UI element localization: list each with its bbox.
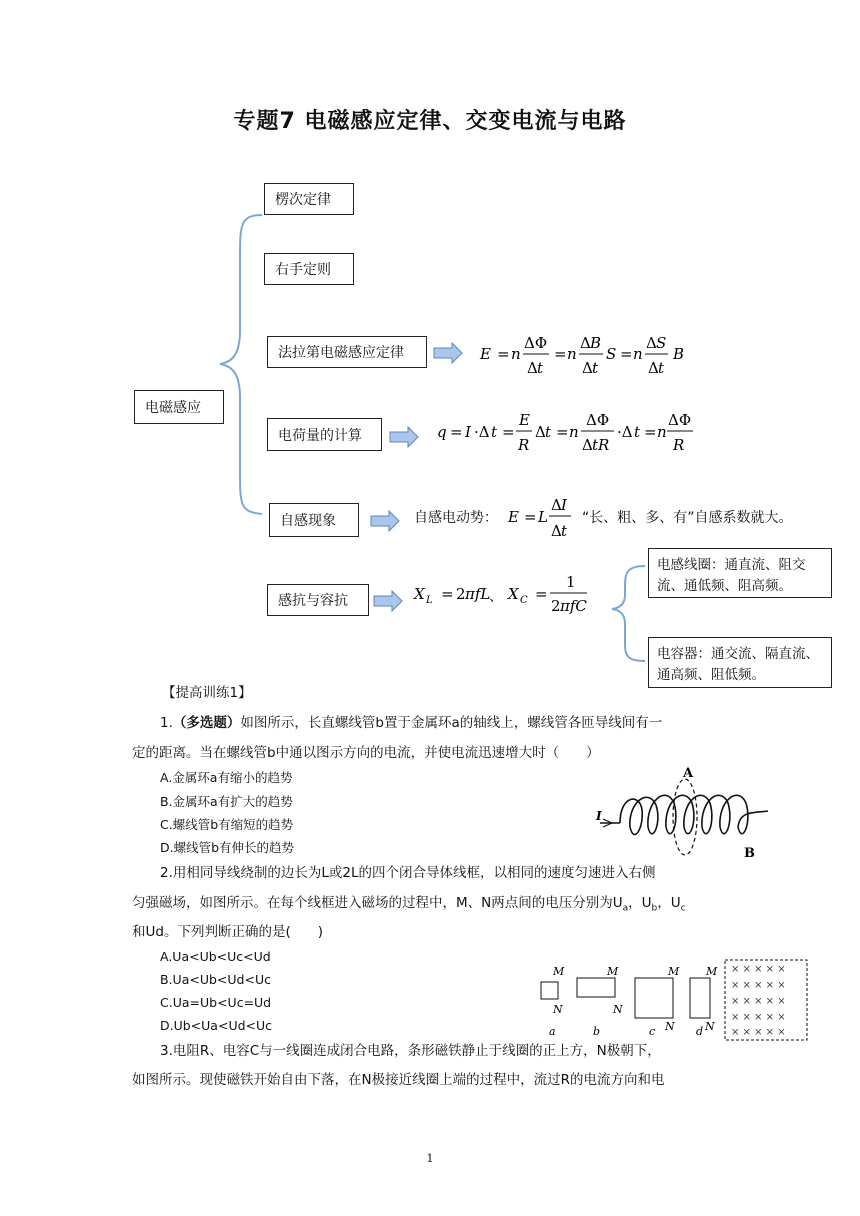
q2-line3-text: 和U: [132, 924, 156, 940]
branch-right-hand-rule: 右手定则: [264, 253, 354, 285]
svg-text:n: n: [569, 423, 579, 441]
svg-text:Δ: Δ: [648, 359, 659, 377]
q2-option-b: B.Ua<Ub<Ud<Uc: [160, 972, 271, 987]
svg-text:Δ: Δ: [535, 423, 546, 441]
svg-text:R: R: [673, 436, 685, 454]
svg-text:·Δ: ·Δ: [474, 423, 490, 441]
svg-text:Δ: Δ: [551, 496, 562, 514]
svg-text:Δ: Δ: [646, 334, 657, 352]
svg-text:t: t: [537, 359, 544, 377]
q2-line2: 匀强磁场，如图所示。在每个线框进入磁场的过程中，M、N两点间的电压分别为$U_a$，$U_b$，$U_c$: [132, 895, 686, 914]
mindmap-brace: [220, 215, 262, 514]
svg-text:N: N: [705, 1020, 715, 1033]
q1-option-a: A.金属环a有缩小的趋势: [160, 770, 293, 785]
charge-formula: [437, 411, 693, 454]
svg-text:=: =: [497, 345, 510, 363]
svg-text:E: E: [508, 508, 519, 526]
branch-faraday-law: 法拉第电磁感应定律: [267, 336, 427, 368]
svg-text:M: M: [553, 965, 565, 978]
svg-text:a: a: [549, 1025, 556, 1038]
svg-text:ΔΦ: ΔΦ: [668, 411, 692, 429]
svg-text:N: N: [665, 1020, 675, 1033]
svg-text:X: X: [508, 585, 519, 603]
svg-text:=: =: [556, 423, 569, 441]
q2-line3: [132, 920, 323, 940]
svg-text:M: M: [706, 965, 718, 978]
svg-text:πfL: πfL: [465, 585, 491, 603]
svg-text:tR: tR: [592, 436, 610, 454]
page-title: 专题7 电磁感应定律、交变电流与电路: [233, 109, 627, 134]
svg-text:=: =: [554, 345, 567, 363]
svg-text:S: S: [606, 345, 617, 363]
capacitor-note: 电容器：通交流、隔直流、通高频、阻低频。: [648, 637, 832, 688]
svg-text:b: b: [593, 1025, 601, 1038]
branch-self-induction: 自感现象: [269, 503, 359, 537]
inductor-note: 电感线圈：通直流、阻交流、通低频、阻高频。: [648, 548, 832, 598]
self-emf-prefix: 自感电动势：: [414, 510, 498, 526]
q1-text: 如图所示，长直螺线管b置于金属环a的轴线上，螺线管各匝导线间有一: [240, 715, 663, 731]
svg-text:2: 2: [551, 597, 561, 615]
svg-text:=: =: [524, 508, 537, 526]
svg-text:X: X: [414, 585, 425, 603]
svg-text:n: n: [567, 345, 577, 363]
svg-text:ΔΦ: ΔΦ: [524, 334, 548, 352]
branch-reactance: 感抗与容抗: [267, 584, 369, 616]
q2-option-d: D.Ub<Ua<Ud<Uc: [160, 1018, 273, 1033]
svg-text:=: =: [450, 423, 463, 441]
solenoid-figure: [590, 765, 790, 860]
svg-text:n: n: [657, 423, 667, 441]
q3-line1: 3.电阻R、电容C与一线圈连成闭合电路，条形磁铁静止于线圈的正上方，N极朝下，: [160, 1043, 661, 1059]
q3-line2: 如图所示。现使磁铁开始自由下落，在N极接近线圈上端的过程中，流过R的电流方向和电: [132, 1072, 665, 1088]
q2-line1: 2.用相同导线绕制的边长为L或2L的四个闭合导体线框，以相同的速度匀速进入右侧: [160, 865, 656, 881]
q1-option-c: C.螺线管b有缩短的趋势: [160, 817, 294, 832]
reactance-separator: 、: [489, 589, 503, 605]
svg-text:C: C: [520, 595, 528, 606]
svg-text:n: n: [511, 345, 521, 363]
reactance-brace: [612, 566, 645, 661]
svg-text:c: c: [649, 1025, 656, 1038]
branch-charge-calc: 电荷量的计算: [267, 418, 382, 451]
svg-text:B: B: [590, 334, 602, 352]
svg-text:M: M: [668, 965, 680, 978]
svg-text:× × × × ×: × × × × ×: [731, 1012, 786, 1023]
q1-number: 1.: [160, 715, 173, 731]
svg-text:Δ: Δ: [551, 522, 562, 540]
q1-tag: （多选题）: [172, 715, 241, 731]
svg-text:t: t: [658, 359, 665, 377]
q1-option-d: D.螺线管b有伸长的趋势: [160, 840, 295, 855]
fig1-label-a: A: [683, 766, 694, 781]
svg-text:t: t: [545, 423, 552, 441]
svg-text:× × × × ×: × × × × ×: [731, 964, 786, 975]
frames-figure: [535, 955, 815, 1045]
svg-text:N: N: [553, 1003, 563, 1016]
svg-text:N: N: [613, 1003, 623, 1016]
q1-line2: 定的距离。当在螺线管b中通以图示方向的电流，并使电流迅速增大时（ ）: [132, 745, 600, 761]
magnetic-field-crosses: [731, 964, 786, 1038]
svg-text:B: B: [673, 345, 685, 363]
svg-text:·Δ: ·Δ: [617, 423, 633, 441]
svg-text:ΔΦ: ΔΦ: [586, 411, 610, 429]
page-number: 1: [426, 1152, 434, 1165]
svg-text:=: =: [644, 423, 657, 441]
svg-text:t: t: [592, 359, 599, 377]
branch-lenz-law: 楞次定律: [264, 183, 354, 215]
q2-line3-rest: d。下列判断正确的是( ): [155, 924, 323, 940]
svg-text:1: 1: [566, 573, 576, 591]
svg-text:t: t: [561, 522, 568, 540]
q2-option-c: C.Ua=Ub<Uc=Ud: [160, 995, 272, 1010]
svg-text:πfC: πfC: [560, 597, 587, 615]
svg-text:t: t: [491, 423, 498, 441]
svg-text:=: =: [620, 345, 633, 363]
svg-text:L: L: [426, 595, 433, 606]
svg-text:n: n: [633, 345, 643, 363]
svg-text:Δ: Δ: [582, 436, 593, 454]
svg-text:S: S: [656, 334, 667, 352]
arrow-icon: [371, 343, 462, 611]
svg-text:R: R: [518, 436, 530, 454]
svg-text:=: =: [502, 423, 515, 441]
svg-text:E: E: [519, 411, 530, 429]
svg-text:L: L: [538, 508, 548, 526]
svg-text:× × × × ×: × × × × ×: [731, 980, 786, 991]
q1-line1: [160, 711, 662, 731]
self-emf-formula: [507, 496, 571, 540]
q2-line2-text: 匀强磁场，如图所示。在每个线框进入磁场的过程中，M、N两点间的电压分别为U: [132, 895, 623, 911]
svg-text:q: q: [437, 423, 447, 441]
faraday-formula: [479, 334, 684, 377]
svg-text:Δ: Δ: [582, 359, 593, 377]
self-emf-note: “长、粗、多、有”自感系数就大。: [582, 510, 793, 526]
section-heading: 【提高训练1】: [162, 685, 252, 701]
svg-text:× × × × ×: × × × × ×: [731, 996, 786, 1007]
fig1-label-b: B: [744, 846, 755, 860]
q1-option-b: B.金属环a有扩大的趋势: [160, 794, 293, 809]
svg-text:Δ: Δ: [527, 359, 538, 377]
svg-text:× × × × ×: × × × × ×: [731, 1027, 786, 1038]
svg-text:2: 2: [456, 585, 466, 603]
mindmap-root: 电磁感应: [134, 390, 224, 424]
svg-text:t: t: [634, 423, 641, 441]
q2-option-a: A.Ua<Ub<Uc<Ud: [160, 949, 271, 964]
svg-text:=: =: [535, 585, 548, 603]
svg-text:M: M: [607, 965, 619, 978]
fig1-label-i: I: [596, 809, 602, 823]
svg-text:=: =: [441, 585, 454, 603]
svg-text:E: E: [480, 345, 491, 363]
svg-text:Δ: Δ: [580, 334, 591, 352]
svg-text:d: d: [696, 1025, 704, 1038]
svg-text:I: I: [561, 496, 567, 514]
svg-text:I: I: [465, 423, 471, 441]
